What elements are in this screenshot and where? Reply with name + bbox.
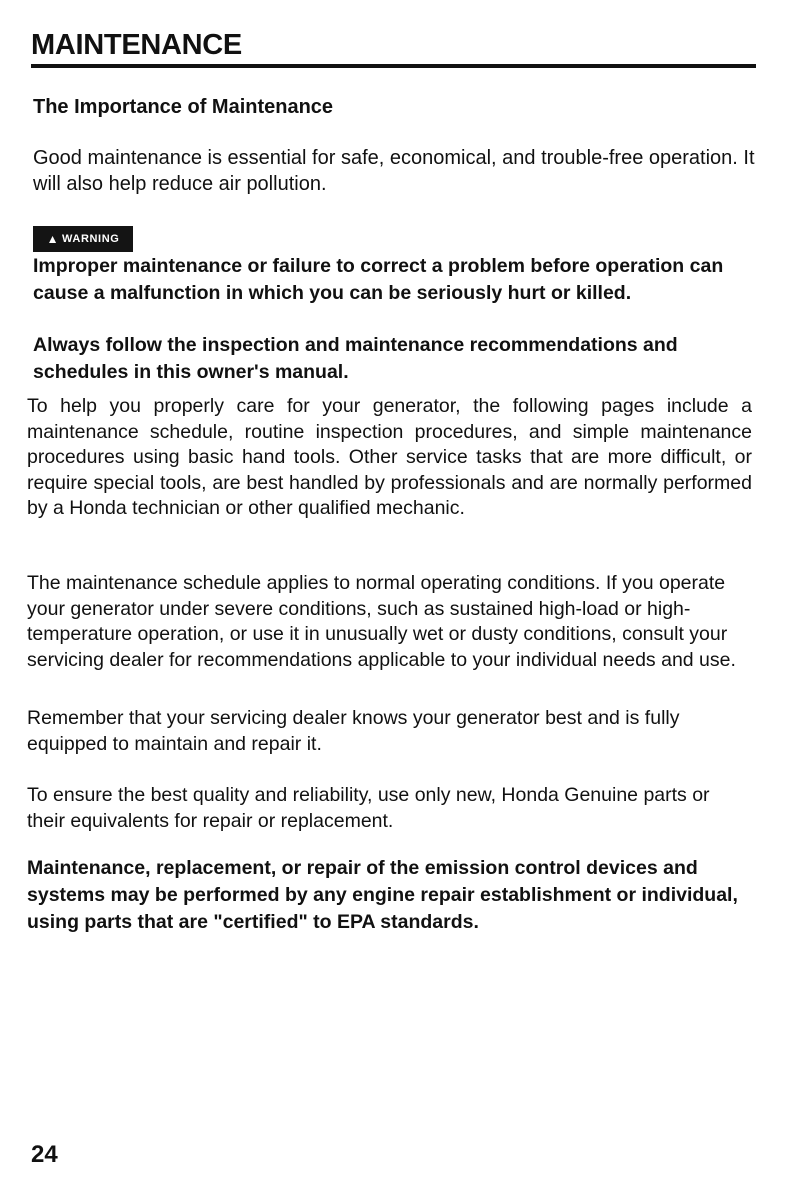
page-number: 24 [31,1141,58,1168]
page-title: MAINTENANCE [31,29,242,61]
body-paragraph: Remember that your servicing dealer knows your generator best and is fully equipped to maintain and repair it. [27,707,680,755]
warning-badge [33,226,133,252]
title-rule [31,64,756,68]
section-heading: The Importance of Maintenance [33,96,334,118]
emission-notice: Maintenance, replacement, or repair of the emission control devices and systems may be performed by any engine repair establishment or individual, using parts that are "certified" to EPA standards. [27,857,738,933]
warning-label: WARNING [62,233,120,245]
body-paragraph: To help you properly care for your generator, the following pages include a maintenance schedule, routine inspection procedures, and simple maintenance procedures using basic hand tools. Other service tasks that are more difficult, or require special tools, are best handled by professionals and are normally performed by a Honda technician or other qualified mechanic. [27,395,752,519]
body-paragraph: To ensure the best quality and reliability, use only new, Honda Genuine parts or their equivalents for repair or replacement. [27,784,710,832]
warning-triangle-icon: ▲ [46,232,60,246]
body-paragraph: The maintenance schedule applies to normal operating conditions. If you operate your generator under severe conditions, such as sustained high-load or high-temperature operation, or use it in unusually wet or dusty conditions, consult your servicing dealer for recommendations applicable to your individual needs and use. [27,572,736,671]
intro-paragraph: Good maintenance is essential for safe, economical, and trouble-free operation. It will also help reduce air pollution. [33,147,755,195]
always-follow-notice: Always follow the inspection and maintenance recommendations and schedules in this owner's manual. [33,334,678,383]
warning-text: Improper maintenance or failure to correct a problem before operation can cause a malfunction in which you can be seriously hurt or killed. [33,255,724,304]
